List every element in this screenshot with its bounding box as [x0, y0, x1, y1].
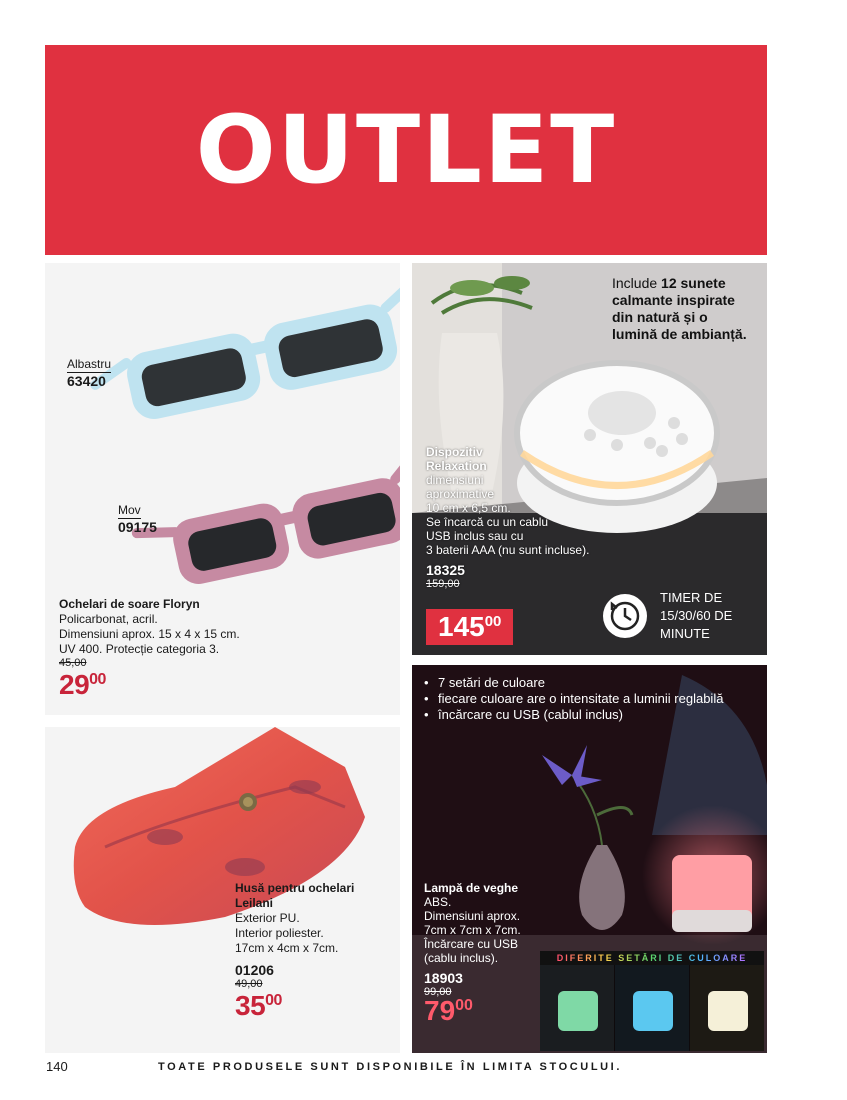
banner-title: OUTLET	[195, 95, 617, 205]
footer-note: TOATE PRODUSELE SUNT DISPONIBILE ÎN LIMITA STOCULUI.	[158, 1061, 622, 1073]
timer-block	[602, 589, 732, 643]
price: $79^{00}$	[424, 995, 473, 1026]
product-name: Dispozitiv	[426, 445, 483, 459]
product-detail: 10 cm x 6,5 cm.	[426, 501, 511, 515]
price: $29^{00}$	[59, 669, 106, 700]
feature-item: • 7 setări de culoare	[424, 675, 754, 691]
product-detail: Exterior PU.	[235, 911, 300, 925]
timer-line: MINUTE	[660, 626, 710, 641]
sunglasses-info	[59, 597, 240, 701]
relaxation-info	[426, 445, 589, 591]
product-detail: dimensiuni	[426, 473, 484, 487]
color-settings-strip	[540, 951, 764, 1051]
sunglasses-panel	[45, 263, 400, 715]
timer-line: TIMER DE	[660, 590, 723, 605]
page-number: 140	[46, 1059, 68, 1074]
old-price: 45,00	[59, 657, 87, 669]
product-detail: Dimensiuni aprox.	[424, 909, 521, 923]
product-code: 18325	[426, 562, 465, 578]
pink-sunglasses	[132, 447, 400, 595]
feature-item: • încărcare cu USB (cablul inclus)	[424, 707, 754, 723]
product-detail: Se încarcă cu un cablu	[426, 515, 549, 529]
product-detail: 3 baterii AAA (nu sunt incluse).	[426, 543, 590, 557]
variant-code-blue: 63420	[67, 373, 106, 389]
product-detail: aproximative	[426, 487, 495, 501]
timer-line: 15/30/60 DE	[660, 608, 733, 623]
product-detail: 7cm x 7cm x 7cm.	[424, 923, 521, 937]
product-name: Leilani	[235, 896, 274, 910]
product-code: 18903	[424, 970, 463, 986]
product-detail: USB inclus sau cu	[426, 529, 524, 543]
relaxation-panel	[412, 263, 767, 655]
product-detail: 17cm x 4cm x 7cm.	[235, 941, 339, 955]
relaxation-headline: Include 12 sunete calmante inspirate din natură și o lumină de ambianță.	[612, 275, 747, 342]
product-detail: Dimensiuni aprox. 15 x 4 x 15 cm.	[59, 627, 240, 641]
night-lamp-panel	[412, 665, 767, 1053]
product-detail: ABS.	[424, 895, 452, 909]
product-name: Relaxation	[426, 459, 487, 473]
product-detail: Încărcare cu USB	[424, 937, 519, 951]
old-price: 99,00	[424, 986, 452, 998]
feature-item: • fiecare culoare are o intensitate a luminii reglabilă	[424, 691, 754, 707]
timer-clock-icon	[602, 593, 648, 639]
variant-code-purple: 09175	[118, 519, 157, 535]
product-name: Ochelari de soare Floryn	[59, 597, 200, 611]
lamp-info	[424, 881, 521, 1026]
product-detail: Policarbonat, acril.	[59, 612, 158, 626]
old-price: 49,00	[235, 978, 263, 990]
variant-color-purple: Mov	[118, 503, 141, 517]
color-variants-illustration	[540, 965, 764, 1051]
product-name: Husă pentru ochelari	[235, 881, 355, 895]
product-detail: UV 400. Protecție categoria 3.	[59, 642, 220, 656]
price-badge: $145^{00}$	[426, 609, 513, 645]
case-info	[235, 881, 354, 1022]
glasses-case-panel	[45, 727, 400, 1053]
old-price: 159,00	[426, 578, 460, 590]
lamp-features	[424, 675, 754, 723]
price: $35^{00}$	[235, 990, 282, 1021]
product-detail: (cablu inclus).	[424, 951, 499, 965]
product-code: 01206	[235, 962, 274, 978]
color-strip-title: DIFERITE SETĂRI DE CULOARE	[540, 951, 764, 965]
product-detail: Interior poliester.	[235, 926, 324, 940]
product-name: Lampă de veghe	[424, 881, 519, 895]
blue-sunglasses	[89, 288, 400, 430]
outlet-banner	[45, 45, 767, 255]
variant-color-blue: Albastru	[67, 357, 112, 371]
